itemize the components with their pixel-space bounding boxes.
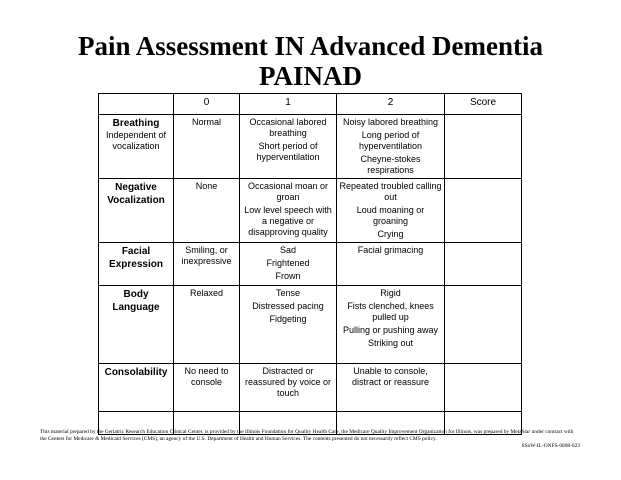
- descriptor-text: Long period of hyperventilation: [358, 130, 423, 151]
- descriptor-text: Short period of hyperventilation: [256, 141, 320, 162]
- page-title: Pain Assessment IN Advanced Dementia: [77, 31, 543, 61]
- descriptor-text: Striking out: [367, 338, 414, 348]
- footer-text: This material prepared by the Geriatric Research Education Clinical Center, is provided by the Illinois Foundation for Quality Health Care, the Medicare Quality Improvement Organization for Illinois, was prepared by MetaStar under contract with the Centers for Medicare & Medicaid Services (CMS), an agency of the U.S. Department of Health and Human Services. The contents presented do not necessarily reflect CMS policy.: [40, 429, 574, 443]
- table-row: [99, 286, 522, 364]
- score-1-cell: [240, 179, 337, 243]
- header-score-2: 2: [337, 94, 445, 115]
- descriptor-text: No need to console: [184, 366, 229, 387]
- footer-code: 8SoW-IL-ONFS-0808-023: [521, 443, 580, 450]
- category-name: Facial Expression: [109, 246, 163, 270]
- category-subtitle: Independent of vocalization: [105, 130, 167, 151]
- score-entry-cell[interactable]: [445, 179, 522, 243]
- descriptor-text: Frightened: [266, 258, 310, 268]
- footer-disclaimer: [40, 429, 580, 450]
- descriptor-text: Crying: [377, 229, 404, 239]
- score-2-cell: [337, 364, 445, 412]
- score-2-cell: [337, 115, 445, 179]
- table-row: [99, 115, 522, 179]
- category-cell: [99, 179, 174, 243]
- descriptor-text: Frown: [275, 271, 301, 281]
- descriptor-text: Relaxed: [189, 288, 224, 298]
- score-1-cell: [240, 286, 337, 364]
- descriptor-text: Sad: [279, 245, 296, 255]
- score-1-cell: [240, 243, 337, 286]
- score-2-cell: [337, 179, 445, 243]
- score-0-cell: [174, 179, 240, 243]
- descriptor-text: Facial grimacing: [357, 245, 424, 255]
- header-score-1: 1: [240, 94, 337, 115]
- score-entry-cell[interactable]: [445, 286, 522, 364]
- painad-table: [98, 93, 522, 435]
- category-name: Consolability: [104, 367, 168, 378]
- table-header-row: [99, 94, 522, 115]
- descriptor-text: Normal: [191, 117, 221, 127]
- score-2-cell: [337, 286, 445, 364]
- category-cell: [99, 364, 174, 412]
- score-0-cell: [174, 115, 240, 179]
- score-0-cell: [174, 364, 240, 412]
- descriptor-text: Occasional labored breathing: [249, 117, 327, 138]
- header-score: Score: [445, 94, 522, 115]
- category-cell: [99, 243, 174, 286]
- descriptor-text: Noisy labored breathing: [342, 117, 439, 127]
- score-1-cell: [240, 115, 337, 179]
- category-cell: [99, 115, 174, 179]
- category-cell: [99, 286, 174, 364]
- table-row: [99, 243, 522, 286]
- score-entry-cell[interactable]: [445, 364, 522, 412]
- descriptor-text: Fidgeting: [269, 314, 307, 324]
- score-1-cell: [240, 364, 337, 412]
- descriptor-text: Pulling or pushing away: [342, 325, 439, 335]
- descriptor-text: Distressed pacing: [252, 301, 324, 311]
- score-entry-cell[interactable]: [445, 115, 522, 179]
- descriptor-text: Low level speech with a negative or disapproving quality: [244, 205, 332, 237]
- category-name: Negative Vocalization: [107, 182, 165, 206]
- descriptor-text: Repeated troubled calling out: [339, 181, 442, 202]
- table-row: [99, 179, 522, 243]
- table-row: [99, 364, 522, 412]
- page-subtitle: PAINAD: [259, 61, 362, 91]
- score-0-cell: [174, 286, 240, 364]
- score-0-cell: [174, 243, 240, 286]
- score-2-cell: [337, 243, 445, 286]
- header-category: [99, 94, 174, 115]
- descriptor-text: Smiling, or inexpressive: [181, 245, 232, 266]
- descriptor-text: Loud moaning or groaning: [356, 205, 425, 226]
- descriptor-text: Occasional moan or groan: [247, 181, 329, 202]
- descriptor-text: Distracted or reassured by voice or touch: [244, 366, 332, 398]
- descriptor-text: Cheyne-stokes respirations: [360, 154, 421, 175]
- category-name: Breathing: [112, 118, 160, 129]
- score-entry-cell[interactable]: [445, 243, 522, 286]
- descriptor-text: None: [195, 181, 218, 191]
- descriptor-text: Rigid: [380, 288, 401, 298]
- descriptor-text: Unable to console, distract or reassure: [351, 366, 430, 387]
- descriptor-text: Fists clenched, knees pulled up: [347, 301, 434, 322]
- header-score-0: 0: [174, 94, 240, 115]
- descriptor-text: Tense: [275, 288, 301, 298]
- category-name: Body Language: [112, 289, 160, 313]
